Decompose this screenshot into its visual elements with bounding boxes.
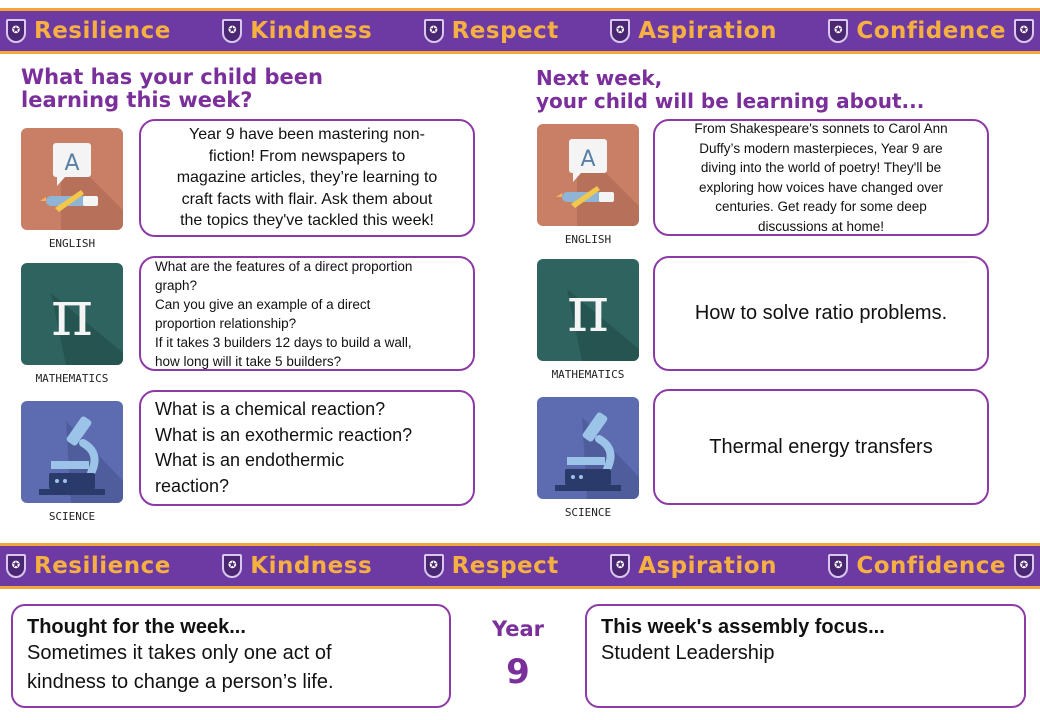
heading-line: Next week, [536, 66, 663, 90]
year-label: Year [491, 617, 545, 641]
maths-tile [537, 259, 639, 361]
thought-text: Sometimes it takes only one act of kindness to change a person’s life. [27, 642, 334, 693]
value-word: Confidence [856, 553, 1006, 579]
assembly-focus-box [585, 604, 1026, 708]
value-word: Aspiration [638, 553, 777, 579]
values-banner-bottom [0, 543, 1040, 589]
value-word: Resilience [34, 553, 171, 579]
value-word: Kindness [250, 553, 373, 579]
thought-title: Thought for the week... [27, 616, 246, 638]
maths-this-week-box [139, 256, 475, 371]
maths-next-week-text: How to solve ratio problems. [694, 302, 948, 324]
science-this-week-text: What is a chemical reaction? What is an exothermic reaction? What is an endothermic reaction? [155, 399, 413, 496]
science-next-week-text: Thermal energy transfers [709, 435, 933, 458]
crest-icon: ✪ [222, 19, 242, 43]
maths-label: MATHEMATICS [35, 372, 109, 385]
science-label: SCIENCE [564, 506, 612, 519]
maths-tile [21, 263, 123, 365]
value-item [222, 18, 372, 44]
crest-icon: ✪ [424, 554, 444, 578]
value-item [424, 553, 559, 579]
svg-text:A: A [580, 147, 596, 172]
assembly-text: Student Leadership [601, 642, 775, 664]
crest-icon: ✪ [424, 19, 444, 43]
crest-icon: ✪ [828, 554, 848, 578]
microscope-icon [21, 401, 123, 503]
year-number: 9 [506, 652, 530, 692]
crest-icon: ✪ [222, 554, 242, 578]
crest-icon: ✪ [610, 554, 630, 578]
crest-icon: ✪ [1014, 19, 1034, 43]
value-item [6, 18, 171, 44]
value-item [6, 553, 171, 579]
science-next-week-box [653, 389, 989, 505]
english-tile [21, 128, 123, 230]
english-this-week-box [139, 119, 475, 237]
crest-icon: ✪ [828, 19, 848, 43]
svg-text:A: A [64, 151, 80, 176]
svg-text:π: π [566, 273, 610, 347]
speech-pencil-icon [21, 128, 123, 230]
english-next-week-text: From Shakespeare's sonnets to Carol Ann Duffy’s modern masterpieces, Year 9 are diving into the world of poetry! They'll be exploring how voices have changed over centuries. Get ready for some deep discussions at home! [694, 121, 948, 234]
this-week-heading [21, 66, 323, 112]
value-word: Resilience [34, 18, 171, 44]
crest-icon: ✪ [1014, 554, 1034, 578]
science-tile [537, 397, 639, 499]
english-tile [537, 124, 639, 226]
heading-line: your child will be learning about... [536, 89, 925, 113]
value-item [828, 553, 1034, 579]
science-label: SCIENCE [48, 510, 96, 523]
value-item [222, 553, 372, 579]
maths-next-week-box [653, 256, 989, 371]
value-word: Aspiration [638, 18, 777, 44]
value-item [828, 18, 1034, 44]
value-word: Confidence [856, 18, 1006, 44]
value-item [610, 553, 777, 579]
value-word: Respect [451, 553, 559, 579]
value-word: Respect [451, 18, 559, 44]
svg-text:π: π [50, 277, 94, 351]
maths-label: MATHEMATICS [551, 368, 625, 381]
microscope-icon [537, 397, 639, 499]
value-word: Kindness [250, 18, 373, 44]
speech-pencil-icon [537, 124, 639, 226]
heading-line: learning this week? [21, 88, 253, 112]
value-item [424, 18, 559, 44]
value-item [610, 18, 777, 44]
pi-icon [21, 263, 123, 365]
thought-for-week-box [11, 604, 451, 708]
maths-this-week-text: What are the features of a direct proportion graph? Can you give an example of a direct proportion relationship? If it takes 3 builders 12 days to build a wall, how long will it take 5 builders? [155, 258, 413, 369]
science-this-week-box [139, 390, 475, 506]
crest-icon: ✪ [6, 554, 26, 578]
next-week-heading [536, 67, 924, 113]
assembly-title: This week's assembly focus... [601, 616, 885, 638]
values-banner-top [0, 8, 1040, 54]
science-tile [21, 401, 123, 503]
english-next-week-box [653, 119, 989, 236]
english-label: ENGLISH [564, 233, 612, 246]
heading-line: What has your child been [21, 65, 323, 89]
pi-icon [537, 259, 639, 361]
crest-icon: ✪ [6, 19, 26, 43]
english-label: ENGLISH [48, 237, 96, 250]
crest-icon: ✪ [610, 19, 630, 43]
english-this-week-text: Year 9 have been mastering non- fiction! From newspapers to magazine articles, they’re learning to craft facts with flair. Ask them about the topics they've tackled this week! [176, 126, 438, 230]
